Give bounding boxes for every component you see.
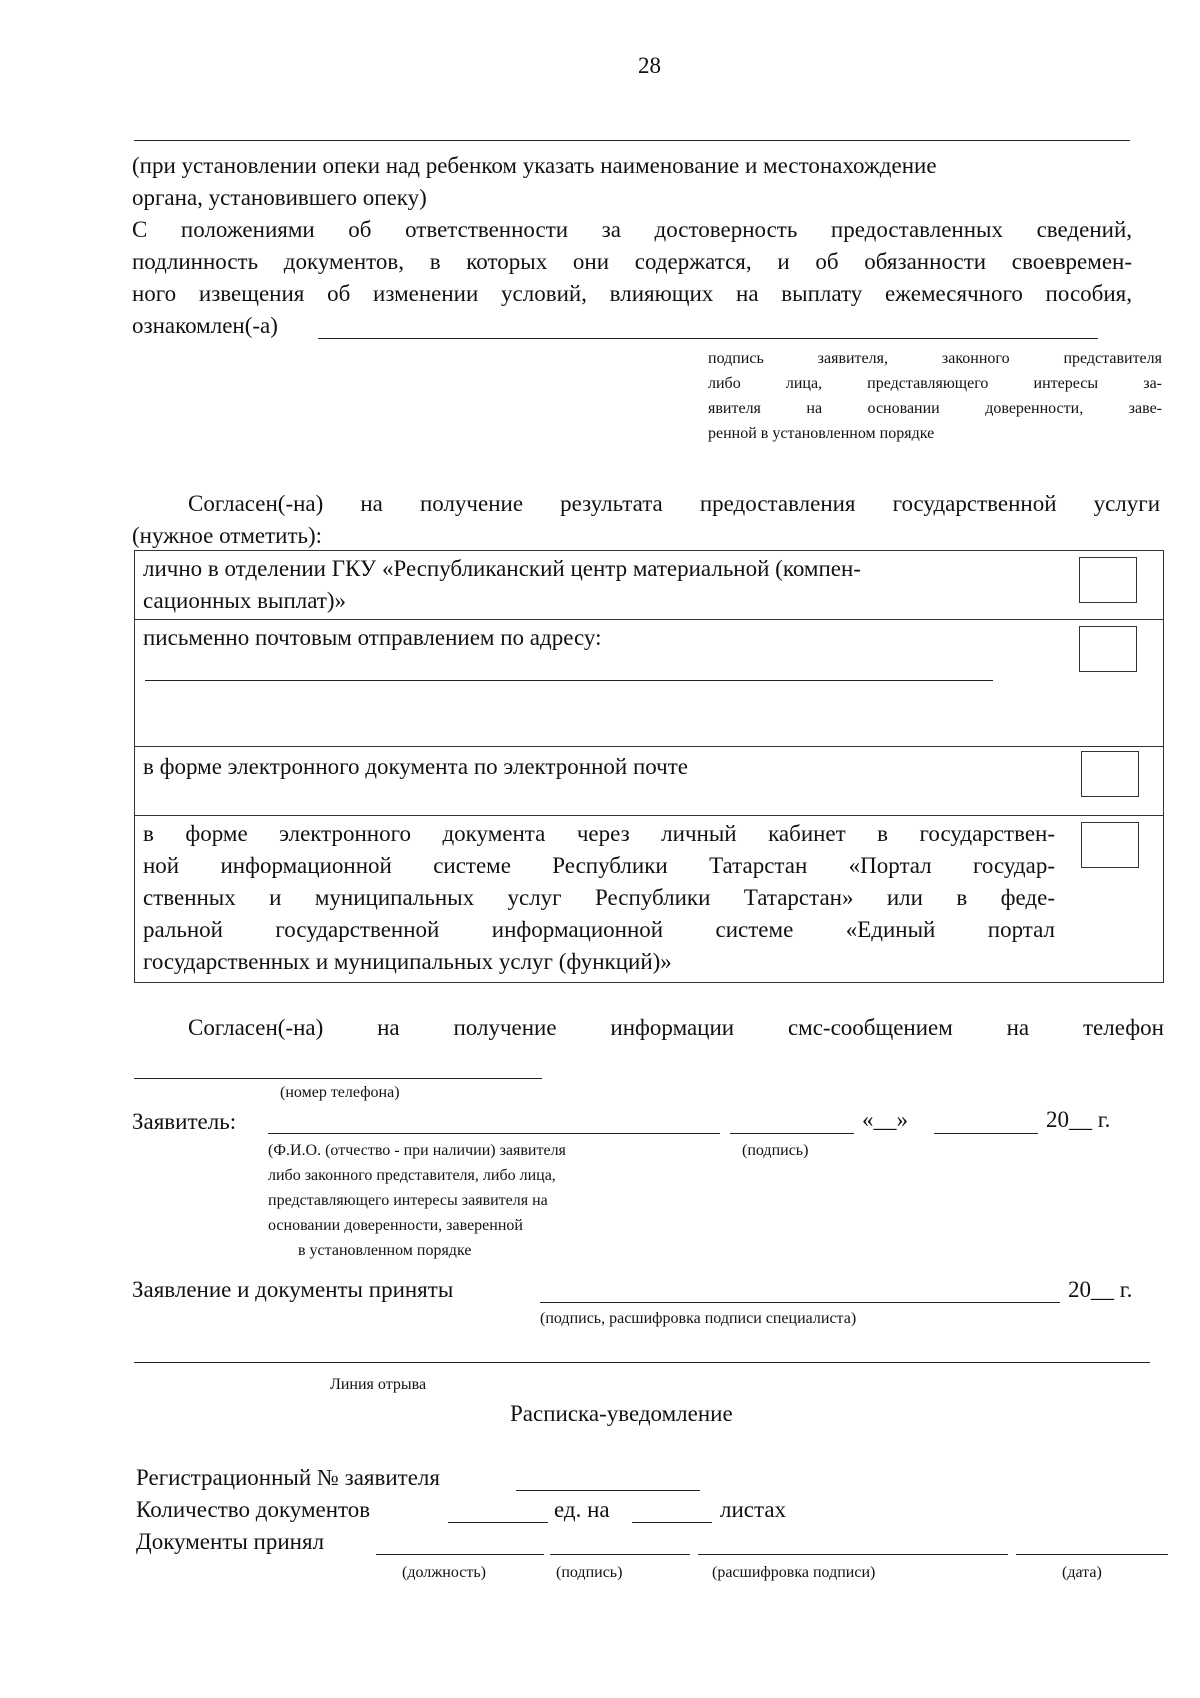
applicant-caption-line-1: (Ф.И.О. (отчество - при наличии) заявителя <box>268 1142 566 1159</box>
option-row-office <box>134 550 1164 620</box>
sms-word-5: смс-сообщением <box>787 1015 953 1040</box>
applicant-month-line[interactable] <box>934 1133 1038 1134</box>
consent-result-line-2: (нужное отметить): <box>132 523 323 548</box>
signature-caption-line-1: подпись заявителя, законного представителя <box>708 350 1162 367</box>
docs-accepted-label: Документы принял <box>136 1529 325 1554</box>
responsibility-paragraph <box>132 214 1132 310</box>
option-mail-checkbox[interactable] <box>1079 626 1137 672</box>
option-row-email <box>134 746 1164 816</box>
option-portal-line-2: ной информационной системе Республики Татарстан «Портал государ- <box>143 853 1055 878</box>
option-portal-line-4: ральной государственной информационной системе «Единый портал <box>143 917 1055 942</box>
position-caption: (должность) <box>402 1564 486 1581</box>
date-line[interactable] <box>1016 1554 1168 1555</box>
signature-caption-line-3: явителя на основании доверенности, заве- <box>708 400 1162 417</box>
phone-number-line[interactable] <box>134 1078 542 1079</box>
signature-caption-receipt: (подпись) <box>556 1564 623 1581</box>
option-portal-text <box>143 818 1055 978</box>
applicant-caption <box>268 1138 566 1263</box>
sms-word-1: Согласен(-на) <box>188 1015 324 1040</box>
responsibility-line-3: ного извещения об изменении условий, влияющих на выплату ежемесячного пособия, <box>132 281 1132 306</box>
applicant-caption-line-4: основании доверенности, заверенной <box>268 1217 523 1234</box>
applicant-label: Заявитель: <box>132 1109 237 1134</box>
option-office-line-2: сационных выплат)» <box>143 588 347 613</box>
doc-count-label: Количество документов <box>136 1497 371 1522</box>
reg-number-label: Регистрационный № заявителя <box>136 1465 440 1490</box>
doc-count-sheets: листах <box>720 1497 787 1522</box>
option-mail-label: письменно почтовым отправлением по адресу: <box>143 625 602 650</box>
signature-caption <box>708 346 1162 446</box>
decoding-caption: (расшифровка подписи) <box>712 1564 876 1581</box>
phone-caption: (номер телефона) <box>280 1084 400 1101</box>
receipt-title: Расписка-уведомление <box>510 1401 733 1426</box>
signature-line[interactable] <box>550 1554 690 1555</box>
position-line[interactable] <box>376 1554 544 1555</box>
decoding-line[interactable] <box>698 1554 1008 1555</box>
option-row-mail <box>134 619 1164 747</box>
option-row-portal <box>134 815 1164 983</box>
applicant-year: 20__ г. <box>1046 1107 1111 1132</box>
applicant-name-line[interactable] <box>268 1133 720 1134</box>
doc-count-line[interactable] <box>448 1522 548 1523</box>
responsibility-line-1: С положениями об ответственности за достоверность предоставленных сведений, <box>132 217 1132 242</box>
option-email-label: в форме электронного документа по электронной почте <box>143 754 688 779</box>
accepted-signature-line[interactable] <box>540 1302 1060 1303</box>
consent-result-text <box>188 488 1160 520</box>
option-portal-line-5: государственных и муниципальных услуг (функций)» <box>143 949 672 974</box>
applicant-signature-line[interactable] <box>730 1133 854 1134</box>
sms-word-3: получение <box>453 1015 557 1040</box>
option-portal-line-3: ственных и муниципальных услуг Республики Татарстан» или в феде- <box>143 885 1055 910</box>
applicant-signature-caption: (подпись) <box>742 1142 809 1159</box>
responsibility-line-2: подлинность документов, в которых они содержатся, и об обязанности своевремен- <box>132 249 1132 274</box>
tear-line-label: Линия отрыва <box>330 1376 427 1393</box>
sms-word-2: на <box>377 1015 400 1040</box>
accepted-label: Заявление и документы приняты <box>132 1277 454 1302</box>
option-email-checkbox[interactable] <box>1081 751 1139 797</box>
applicant-caption-line-3: представляющего интересы заявителя на <box>268 1192 548 1209</box>
tear-line <box>134 1362 1150 1363</box>
signature-caption-line-4: ренной в установленном порядке <box>708 425 935 442</box>
guardianship-note-2: органа, установившего опеку) <box>132 185 427 210</box>
sms-word-6: на <box>1006 1015 1030 1040</box>
guardianship-note-1: (при установлении опеки над ребенком указать наименование и местонахождение <box>132 153 937 178</box>
acquainted-label: ознакомлен(-а) <box>132 313 278 338</box>
accepted-caption: (подпись, расшифровка подписи специалиста) <box>540 1310 857 1327</box>
page-number: 28 <box>638 53 661 78</box>
applicant-date-quote: «__» <box>862 1107 908 1132</box>
applicant-caption-line-2: либо законного представителя, либо лица, <box>268 1167 556 1184</box>
applicant-caption-line-5: в установленном порядке <box>298 1242 472 1259</box>
option-portal-line-1: в форме электронного документа через личный кабинет в государствен- <box>143 821 1055 846</box>
sheet-count-line[interactable] <box>632 1522 712 1523</box>
doc-count-units: ед. на <box>554 1497 610 1522</box>
consent-result-line-1: Согласен(-на) на получение результата предоставления государственной услуги <box>188 491 1160 516</box>
sms-word-7: телефон <box>1082 1015 1164 1040</box>
option-office-checkbox[interactable] <box>1079 557 1137 603</box>
option-portal-checkbox[interactable] <box>1081 822 1139 868</box>
sms-word-4: информации <box>610 1015 735 1040</box>
signature-caption-line-2: либо лица, представляющего интересы за- <box>708 375 1162 392</box>
acquainted-signature-line[interactable] <box>318 338 1098 339</box>
accepted-year: 20__ г. <box>1068 1277 1133 1302</box>
mail-address-line[interactable] <box>145 680 993 681</box>
guardianship-authority-line[interactable] <box>134 140 1130 141</box>
reg-number-line[interactable] <box>516 1490 700 1491</box>
option-office-line-1: лично в отделении ГКУ «Республиканский центр материальной (компен- <box>143 556 861 581</box>
sms-consent-text <box>188 1012 1164 1044</box>
date-caption: (дата) <box>1062 1564 1102 1581</box>
